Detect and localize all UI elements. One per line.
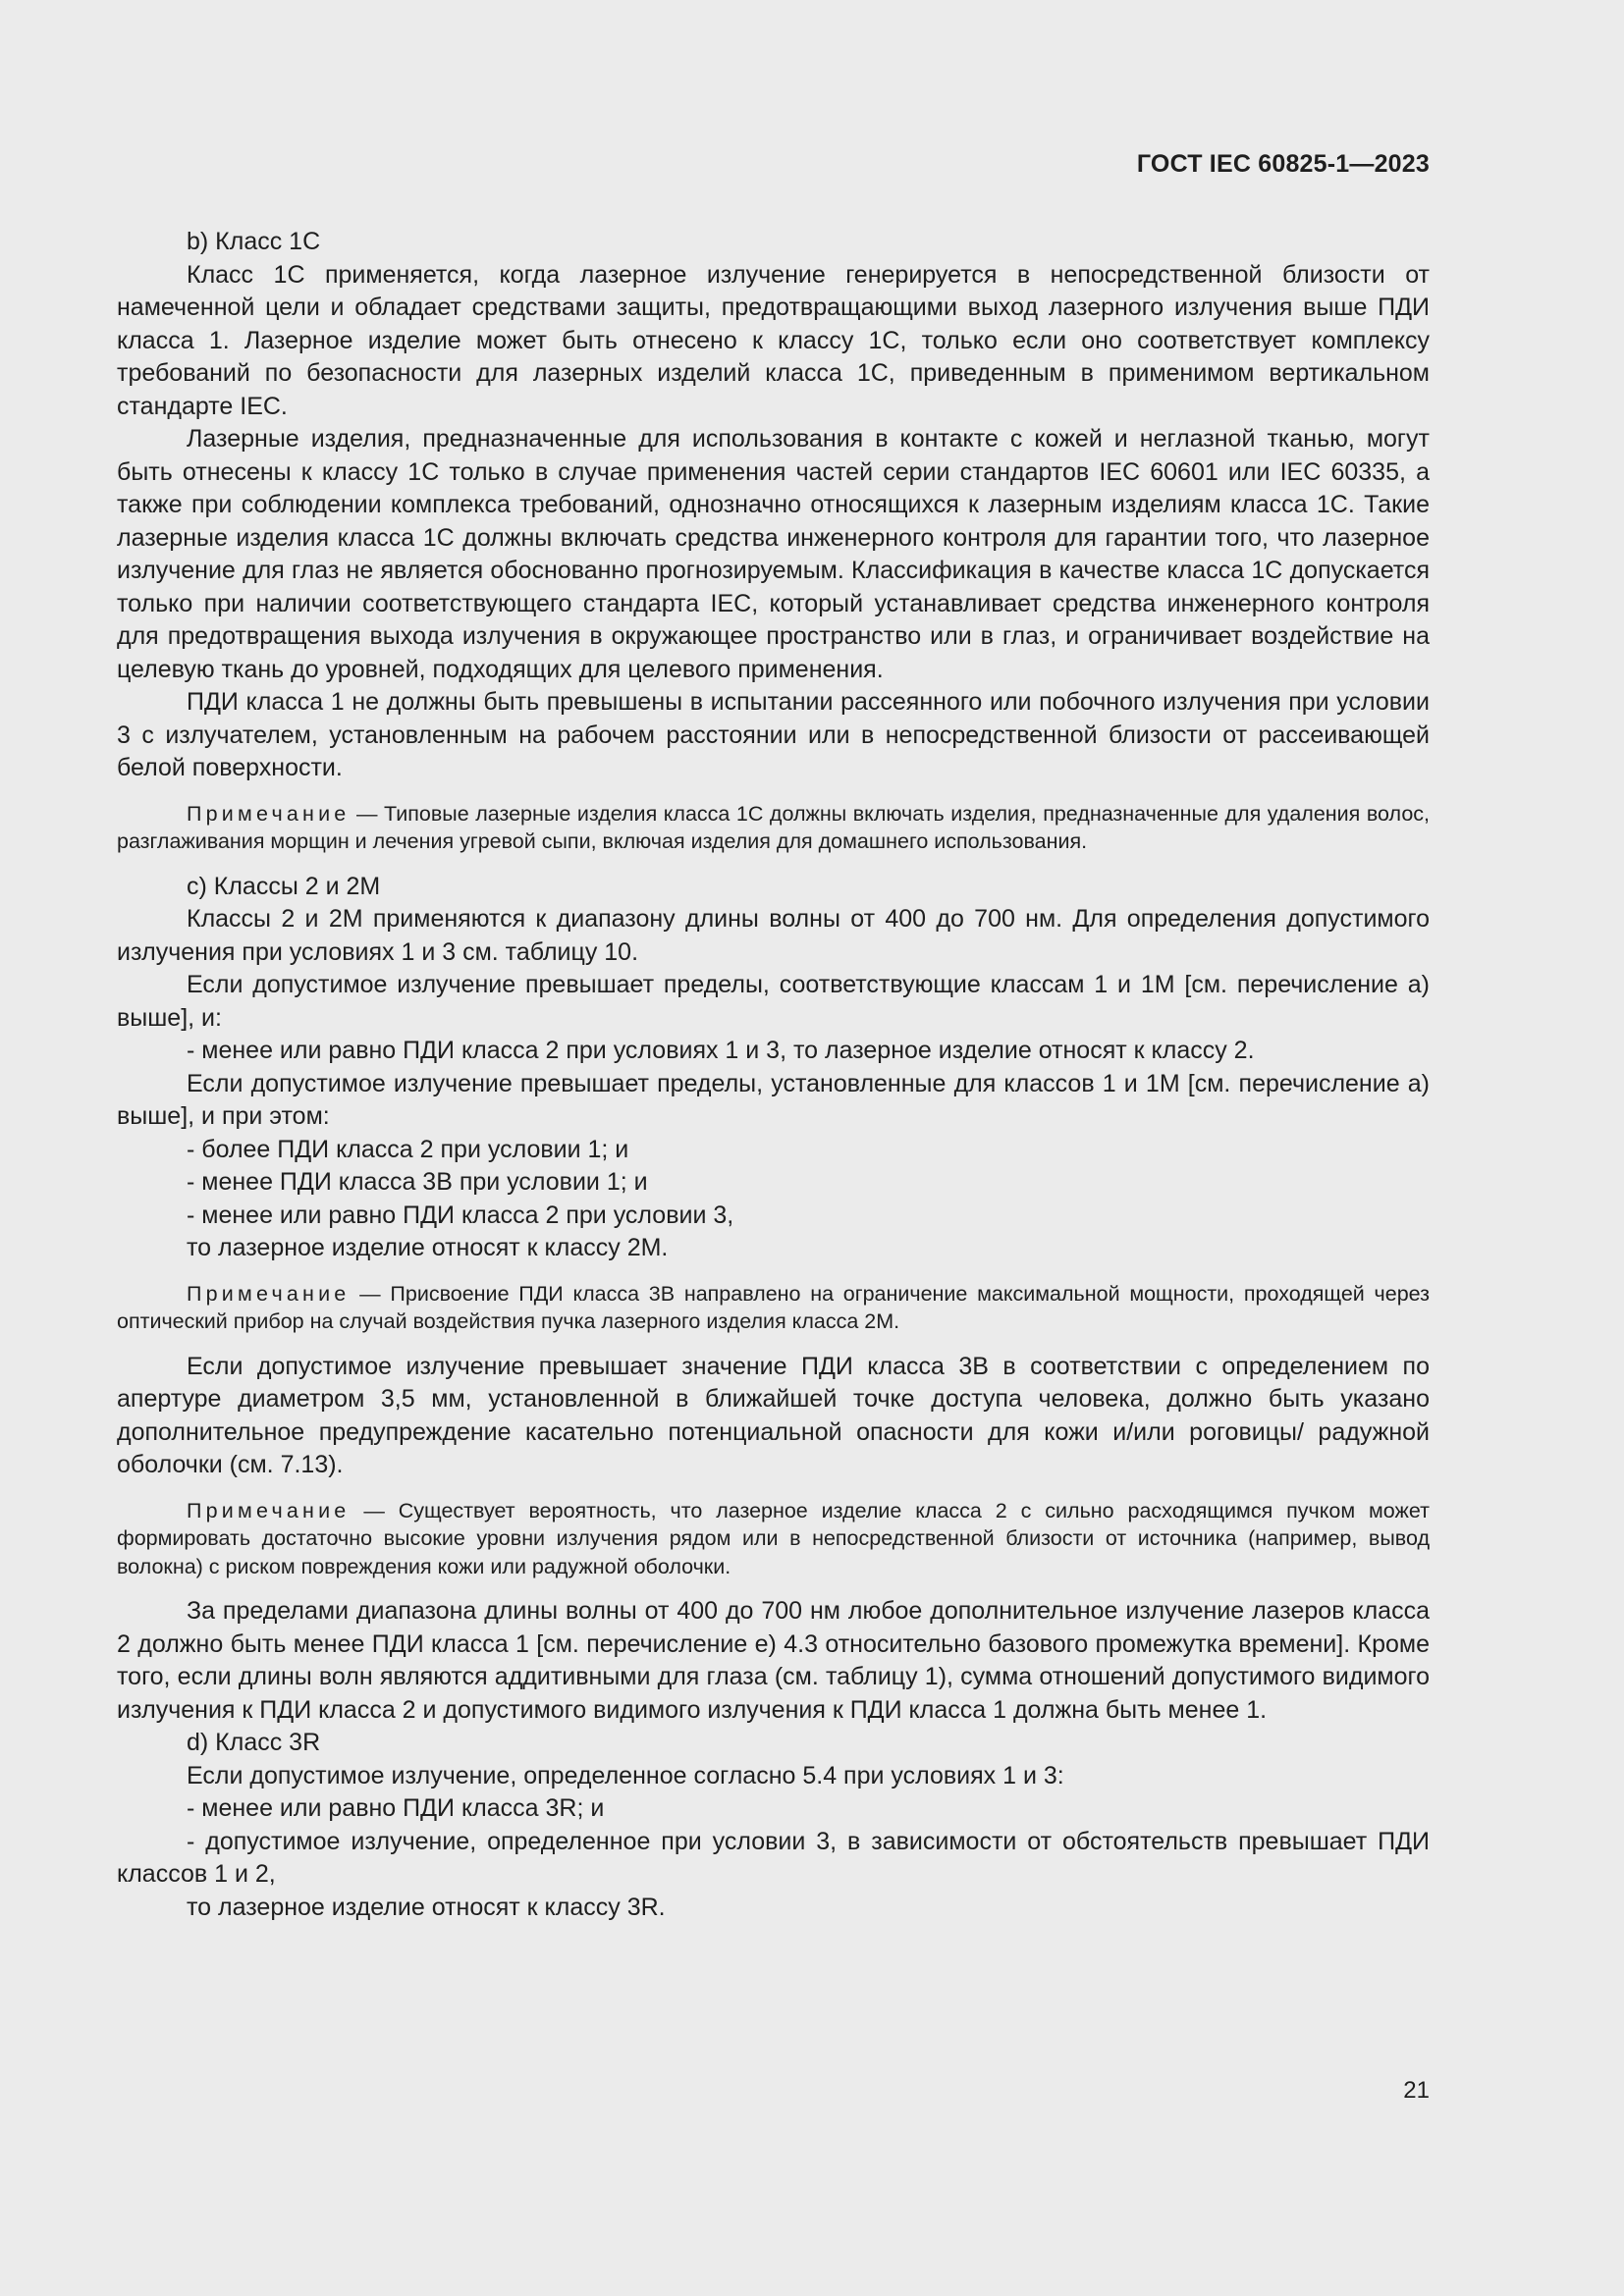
paragraph: Если допустимое излучение превышает пределы, соответствующие классам 1 и 1М [см. перечисление а) выше], и: [117, 971, 1430, 1032]
note-label: Примечание [187, 801, 351, 826]
list-item: - допустимое излучение, определенное при условии 3, в зависимости от обстоятельств превышает ПДИ классов 1 и 2, [117, 1827, 1430, 1888]
list-item: - менее ПДИ класса 3В при условии 1; и [187, 1168, 648, 1196]
paragraph: Классы 2 и 2М применяются к диапазону длины волны от 400 до 700 нм. Для определения допустимого излучения при условиях 1 и 3 см. таблицу 10. [117, 905, 1430, 966]
paragraph: ПДИ класса 1 не должны быть превышены в испытании рассеянного или побочного излучения при условии 3 с излучателем, установленным на рабочем расстоянии или в непосредственной близости от рассеивающей белой поверхности. [117, 688, 1430, 781]
list-item: - менее или равно ПДИ класса 2 при условиях 1 и 3, то лазерное изделие относят к классу 2. [187, 1037, 1255, 1064]
page-number: 21 [1403, 2077, 1430, 2104]
paragraph: За пределами диапазона длины волны от 400 до 700 нм любое дополнительное излучение лазеров класса 2 должно быть менее ПДИ класса 1 [см. перечисление е) 4.3 относительно базового промежутка времени]. Кроме того, если длины волн являются аддитивными для глаза (см. таблицу 1), сумма отношений допустимого видимого излучения к ПДИ класса 2 и допустимого видимого излучения к ПДИ класса 1 должна быть менее 1. [117, 1597, 1430, 1724]
note [117, 1280, 1430, 1336]
note-label: Примечание [187, 1281, 351, 1306]
document-header: ГОСТ IEC 60825-1—2023 [1136, 150, 1430, 178]
note [117, 1497, 1430, 1581]
list-item: - менее или равно ПДИ класса 3R; и [187, 1794, 605, 1822]
paragraph: Лазерные изделия, предназначенные для использования в контакте с кожей и неглазной тканью, могут быть отнесены к классу 1С только в случае применения частей серии стандартов IEC 60601 или IEC 60335, а также при соблюдении комплекса требований, однозначно относящихся к лазерным изделиям класса 1С. Такие лазерные изделия класса 1С должны включать средства инженерного контроля для гарантии того, что лазерное излучение для глаз не является обоснованно прогнозируемым. Классификация в качестве класса 1С допускается только при наличии соответствующего стандарта IEC, который устанавливает средства инженерного контроля для предотвращения выхода излучения в окружающее пространство или в глаз, и ограничивает воздействие на целевую ткань до уровней, подходящих для целевого применения. [117, 425, 1430, 683]
note-text: — Типовые лазерные изделия класса 1С должны включать изделия, предназначенные для удаления волос, разглаживания морщин и лечения угревой сыпи, включая изделия для домашнего использования. [117, 801, 1430, 853]
paragraph: Если допустимое излучение превышает значение ПДИ класса 3В в соответствии с определением по апертуре диаметром 3,5 мм, установленной в ближайшей точке доступа человека, должно быть указано дополнительное предупреждение касательно потенциальной опасности для кожи и/или роговицы/ радужной оболочки (см. 7.13). [117, 1352, 1430, 1478]
note-text: — Присвоение ПДИ класса 3В направлено на ограничение максимальной мощности, проходящей через оптический прибор на случай воздействия пучка лазерного изделия класса 2М. [117, 1281, 1430, 1333]
paragraph: Если допустимое излучение, определенное согласно 5.4 при условиях 1 и 3: [187, 1761, 1064, 1789]
paragraph: Если допустимое излучение превышает пределы, установленные для классов 1 и 1М [см. перечисление а) выше], и при этом: [117, 1069, 1430, 1130]
note [117, 800, 1430, 856]
list-item: - менее или равно ПДИ класса 2 при условии 3, [187, 1201, 734, 1229]
subsection-heading-class-1c: b) Класс 1С [187, 228, 321, 255]
note-text: — Существует вероятность, что лазерное изделие класса 2 с сильно расходящимся пучком может формировать достаточно высокие уровни излучения рядом или в непосредственной близости от источника (например, вывод волокна) с риском повреждения кожи или радужной оболочки. [117, 1498, 1430, 1578]
paragraph: то лазерное изделие относят к классу 2М. [187, 1234, 669, 1261]
subsection-heading-class-3r: d) Класс 3R [187, 1729, 321, 1756]
list-item: - более ПДИ класса 2 при условии 1; и [187, 1135, 629, 1163]
subsection-heading-class-2-2m: c) Классы 2 и 2М [187, 872, 381, 900]
paragraph: то лазерное изделие относят к классу 3R. [187, 1893, 666, 1921]
paragraph: Класс 1С применяется, когда лазерное излучение генерируется в непосредственной близости от намеченной цели и обладает средствами защиты, предотвращающими выход лазерного излучения выше ПДИ класса 1. Лазерное изделие может быть отнесено к классу 1С, только если оно соответствует комплексу требований по безопасности для лазерных изделий класса 1С, приведенным в применимом вертикальном стандарте IEC. [117, 260, 1430, 420]
note-label: Примечание [187, 1498, 351, 1522]
document-body [117, 226, 1430, 1924]
